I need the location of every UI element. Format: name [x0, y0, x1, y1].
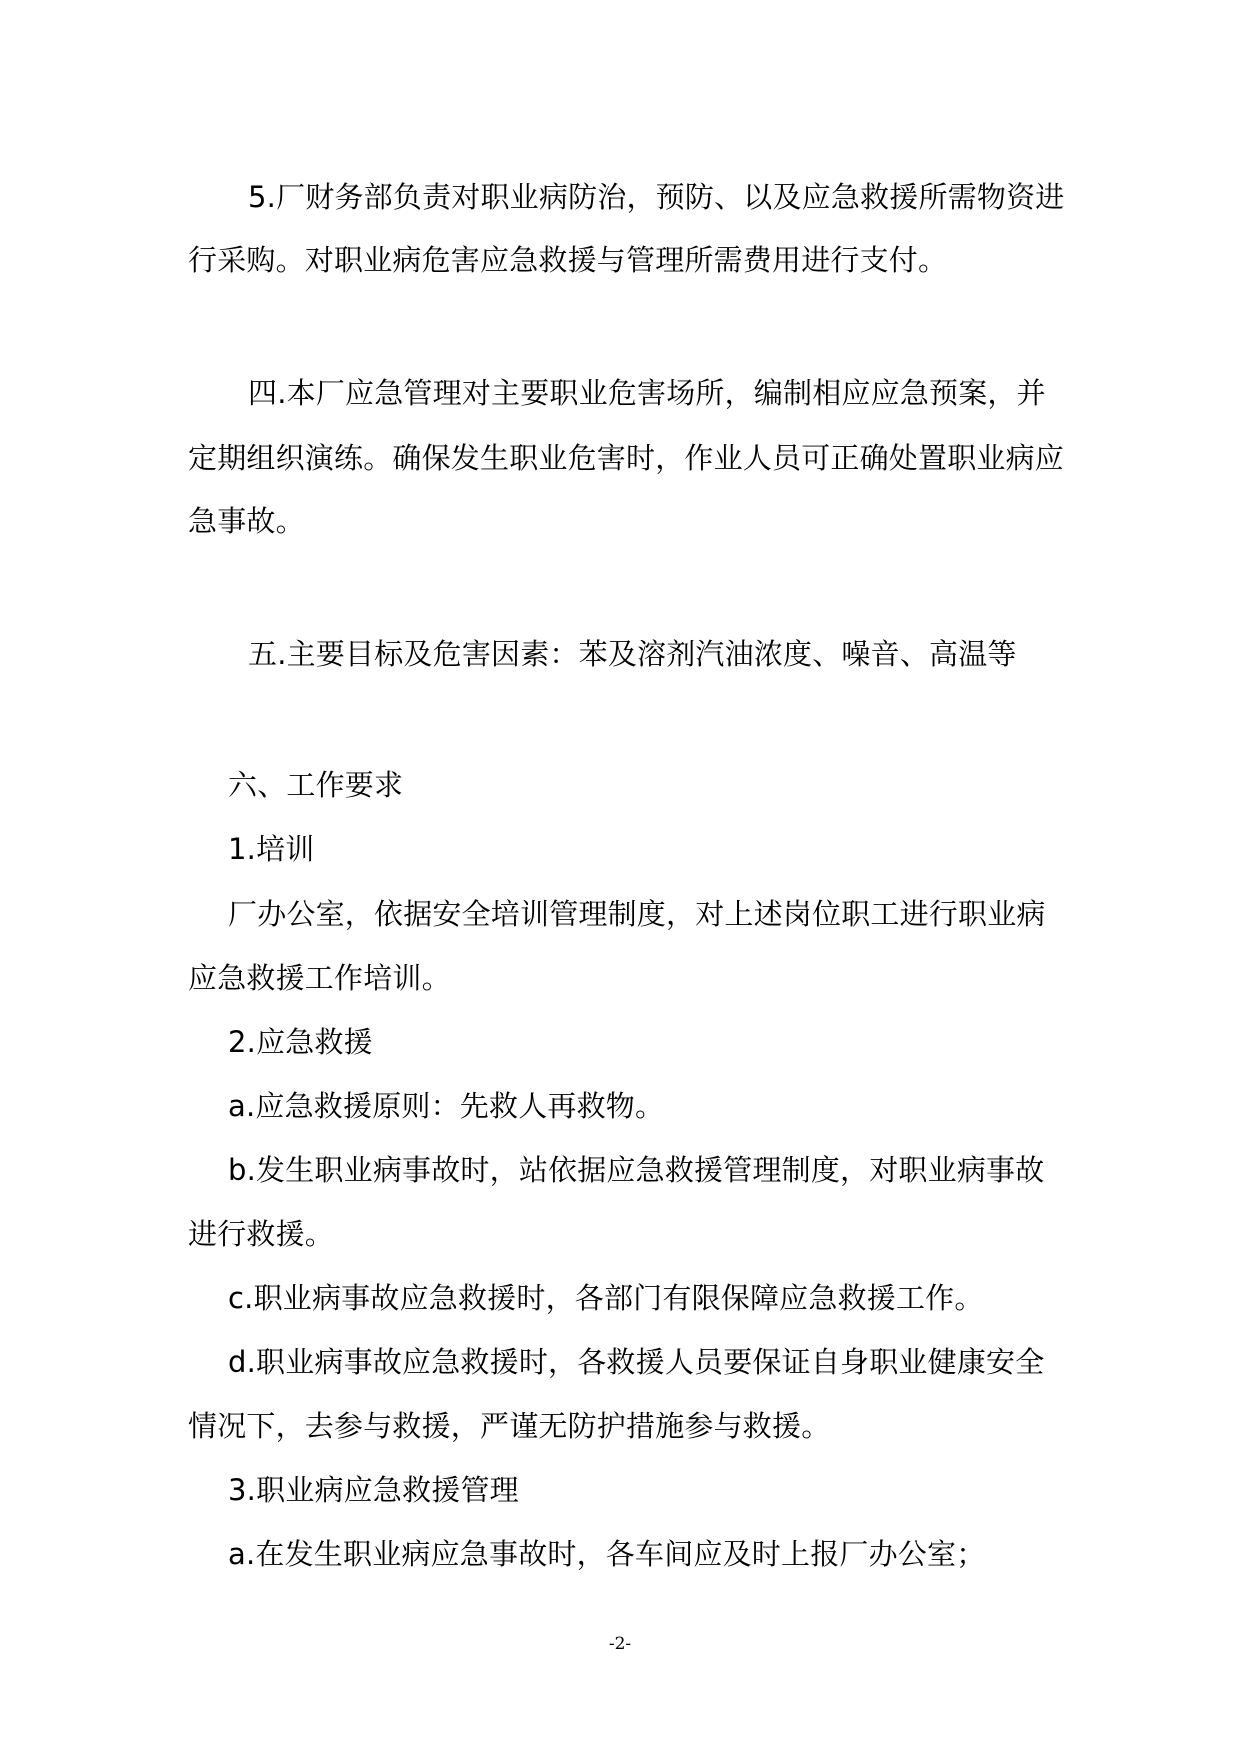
subheading-training: 1.培训: [228, 832, 315, 866]
rescue-item-a: a.应急救援原则：先救人再救物。: [228, 1089, 665, 1123]
rescue-item-c: c.职业病事故应急救援时，各部门有限保障应急救援工作。: [228, 1281, 984, 1315]
section-4-line-2: 定期组织演练。确保发生职业危害时，作业人员可正确处置职业病应: [188, 441, 1065, 475]
subheading-rescue-management: 3.职业病应急救援管理: [228, 1473, 519, 1507]
subheading-emergency-rescue: 2.应急救援: [228, 1025, 373, 1059]
rescue-item-d-line-1: d.职业病事故应急救援时，各救援人员要保证自身职业健康安全: [228, 1345, 1045, 1379]
training-line-2: 应急救援工作培训。: [188, 961, 451, 995]
paragraph-5-line-1: 5.厂财务部负责对职业病防治，预防、以及应急救援所需物资进: [248, 180, 1065, 214]
page-number: -2-: [608, 1634, 632, 1654]
section-4-line-1: 四.本厂应急管理对主要职业危害场所，编制相应应急预案，并: [248, 376, 1046, 410]
training-line-1: 厂办公室，依据安全培训管理制度，对上述岗位职工进行职业病: [228, 897, 1046, 931]
rescue-item-b-line-2: 进行救援。: [188, 1217, 335, 1251]
rescue-item-b-line-1: b.发生职业病事故时，站依据应急救援管理制度，对职业病事故: [228, 1153, 1045, 1187]
section-4-line-3: 急事故。: [188, 504, 305, 538]
rescue-item-d-line-2: 情况下，去参与救援，严谨无防护措施参与救援。: [188, 1409, 831, 1443]
section-6-heading: 六、工作要求: [228, 768, 404, 802]
management-item-a: a.在发生职业病应急事故时，各车间应及时上报厂办公室；: [228, 1537, 986, 1571]
paragraph-5-line-2: 行采购。对职业病危害应急救援与管理所需费用进行支付。: [188, 243, 948, 277]
section-5-line: 五.主要目标及危害因素：苯及溶剂汽油浓度、噪音、高温等: [248, 637, 1017, 671]
